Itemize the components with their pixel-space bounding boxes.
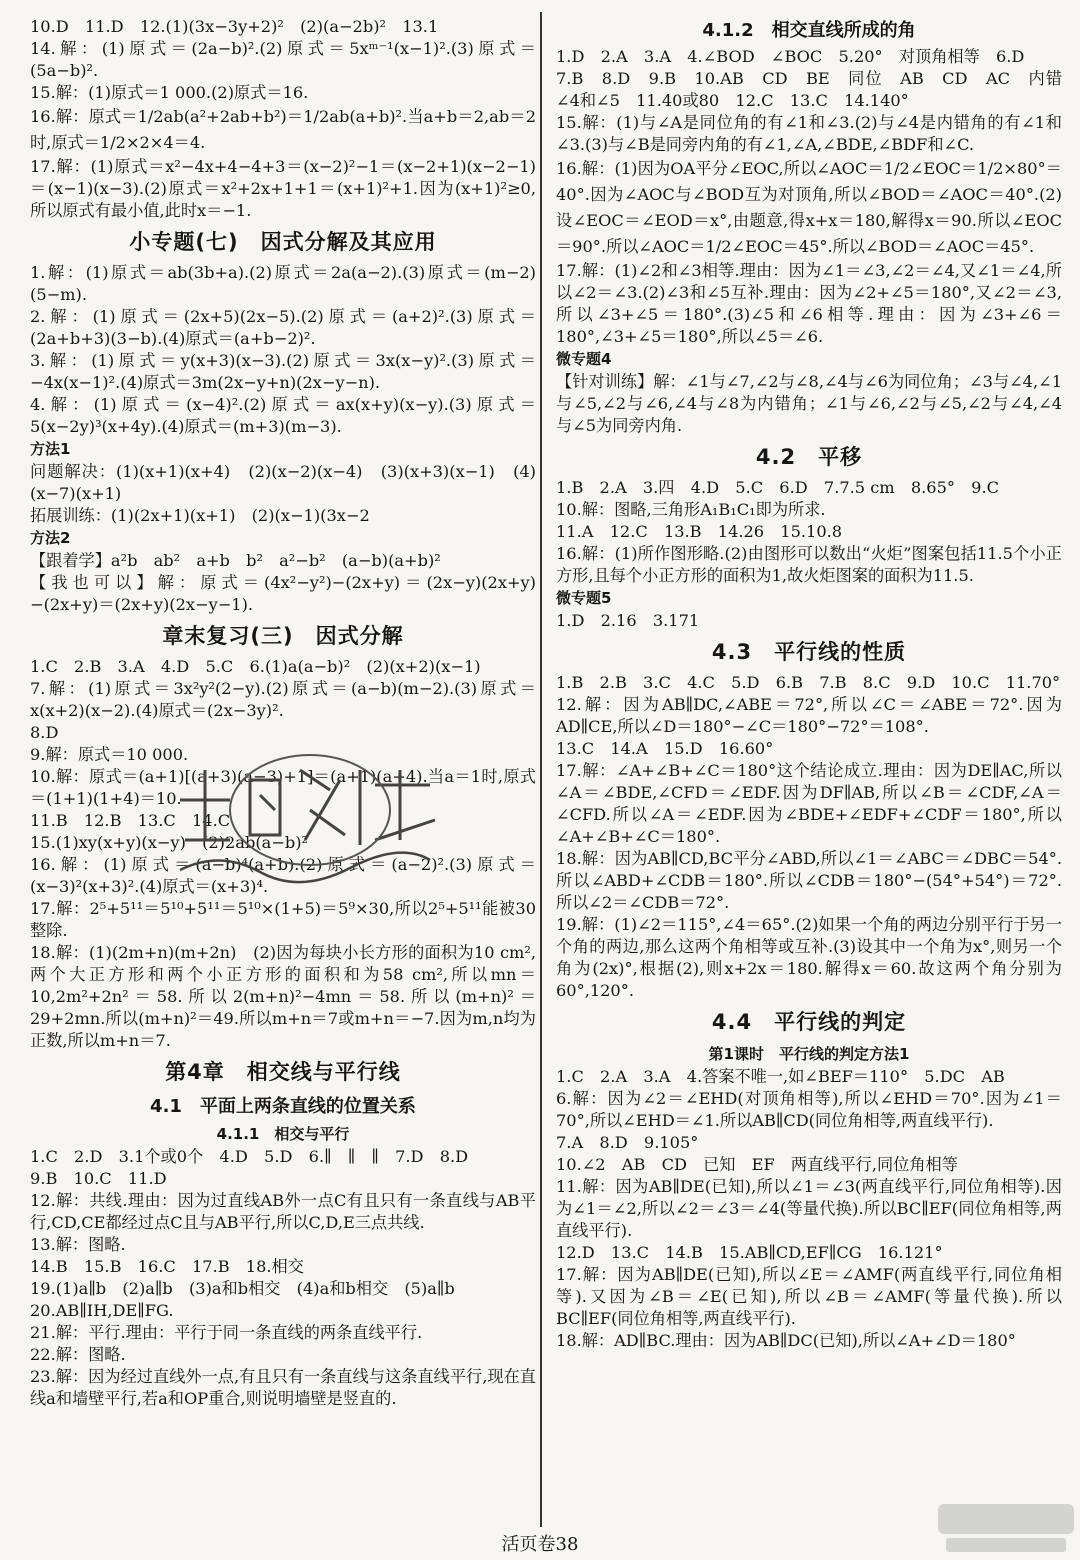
answer-paragraph: 7.解：(1)原式＝3x²y²(2−y).(2)原式＝(a−b)(m−2).(3)原式＝x(x+2)(x−2).(4)原式＝(2x−3y)². xyxy=(30,679,536,720)
answer-paragraph: 14.解：(1)原式＝(2a−b)².(2)原式＝5xᵐ⁻¹(x−1)².(3)原式＝(5a−b)². xyxy=(30,39,536,80)
left-column xyxy=(30,16,536,1410)
answer-paragraph: 3.解：(1)原式＝y(x+3)(x−3).(2)原式＝3x(x−y)².(3)原式＝−4x(x−1)².(4)原式＝3m(2x−y+n)(2x−y−n). xyxy=(30,351,536,392)
answer-paragraph: 6.解：因为∠2＝∠EHD(对顶角相等),所以∠EHD＝70°.因为∠1＝70°,所以∠EHD＝∠1.所以AB∥CD(同位角相等,两直线平行). xyxy=(556,1089,1062,1130)
answer-paragraph: 10.解：图略,三角形A₁B₁C₁即为所求. xyxy=(556,500,826,519)
answer-paragraph: 19.(1)a∥b (2)a∥b (3)a和b相交 (4)a和b相交 (5)a∥b xyxy=(30,1279,455,1298)
answer-paragraph: 1.B 2.B 3.C 4.C 5.D 6.B 7.B 8.C 9.D 10.C 11.70° xyxy=(556,673,1061,692)
answer-paragraph: 16.解：(1)因为OA平分∠EOC,所以∠AOC＝1/2∠EOC＝1/2×80°＝40°.因为∠AOC与∠BOD互为对顶角,所以∠BOD＝∠AOC＝40°.(2)设∠EOC＝∠EOD＝x°,由题意,得x+x＝180,解得x＝90.所以∠EOC＝90°.所以∠AOC＝1/2∠EOC＝45°.所以∠BOD＝∠AOC＝45°. xyxy=(556,159,1062,256)
answer-paragraph: 9.B 10.C 11.D xyxy=(30,1169,167,1188)
answer-paragraph: 1.C 2.B 3.A 4.D 5.C 6.(1)a(a−b)² (2)(x+2)(x−1) xyxy=(30,657,481,676)
answer-paragraph: 15.解：(1)与∠A是同位角的有∠1和∠3.(2)与∠4是内错角的有∠1和∠3.(3)与∠B是同旁内角的有∠1,∠A,∠BDE,∠BDF和∠C. xyxy=(556,113,1062,154)
answer-paragraph: 17.解：2⁵+5¹¹＝5¹⁰+5¹¹＝5¹⁰×(1+5)＝5⁹×30,所以2⁵+5¹¹能被30整除. xyxy=(30,899,536,940)
answer-paragraph: 1.B 2.A 3.四 4.D 5.C 6.D 7.7.5 cm 8.65° 9.C xyxy=(556,478,999,497)
answer-paragraph: 10.解：原式＝(a+1)[(a+3)(a−3)+1]＝(a+1)(a+4).当a＝1时,原式＝(1+1)(1+4)＝10. xyxy=(30,767,536,808)
answer-paragraph: 13.解：图略. xyxy=(30,1235,126,1254)
answer-paragraph: 17.解：∠A+∠B+∠C＝180°这个结论成立.理由：因为DE∥AC,所以∠A＝∠BDE,∠CFD＝∠EDF.因为DF∥AB,所以∠B＝∠CDF,∠A＝∠CFD.所以∠A＝∠EDF.因为∠BDE+∠EDF+∠CDF＝180°,所以∠A+∠B+∠C＝180°. xyxy=(556,761,1062,846)
answer-paragraph: 1.解：(1)原式＝ab(3b+a).(2)原式＝2a(a−2).(3)原式＝(m−2)(5−m). xyxy=(30,263,536,304)
answer-paragraph: 7.A 8.D 9.105° xyxy=(556,1133,699,1152)
answer-paragraph: 1.C 2.D 3.1个或0个 4.D 5.D 6.∥ ∥ ∥ 7.D 8.D xyxy=(30,1147,469,1166)
answer-paragraph: 22.解：图略. xyxy=(30,1345,126,1364)
answer-paragraph: 17.解：因为AB∥DE(已知),所以∠E＝∠AMF(两直线平行,同位角相等).又因为∠B＝∠E(已知),所以∠B＝∠AMF(等量代换).所以BC∥EF(同位角相等,两直线平行). xyxy=(556,1265,1062,1328)
answer-paragraph: 16.解：(1)原式＝(a−b)⁴(a+b).(2)原式＝(a−2)².(3)原式＝(x−3)²(x+3)².(4)原式＝(x+3)⁴. xyxy=(30,855,536,896)
answer-paragraph: 10.∠2 AB CD 已知 EF 两直线平行,同位角相等 xyxy=(556,1155,958,1174)
answer-paragraph: 17.解：(1)∠2和∠3相等.理由：因为∠1＝∠3,∠2＝∠4,又∠1＝∠4,所以∠2＝∠3.(2)∠3和∠5互补.理由：因为∠2+∠5＝180°,又∠2＝∠3,所以∠3+∠5＝180°.(3)∠5和∠6相等.理由：因为∠3+∠6＝180°,∠3+∠5＝180°,所以∠5＝∠6. xyxy=(556,261,1062,346)
answer-paragraph: 15.解：(1)原式＝1 000.(2)原式＝16. xyxy=(30,83,309,102)
topic-label: 方法1 xyxy=(30,440,71,458)
answer-paragraph: 【我也可以】解：原式＝(4x²−y²)−(2x+y)＝(2x−y)(2x+y)−(2x+y)＝(2x+y)(2x−y−1). xyxy=(30,573,536,614)
answer-paragraph: 10.D 11.D 12.(1)(3x−3y+2)² (2)(a−2b)² 13.1 xyxy=(30,17,439,36)
answer-paragraph: 9.解：原式＝10 000. xyxy=(30,745,189,764)
answer-paragraph: 4.解：(1)原式＝(x−4)².(2)原式＝ax(x+y)(x−y).(3)原式＝5(x−2y)³(x+4y).(4)原式＝(m+3)(m−3). xyxy=(30,395,536,436)
answer-paragraph: 1.C 2.A 3.A 4.答案不唯一,如∠BEF＝110° 5.DC AB xyxy=(556,1067,1005,1086)
answer-paragraph: 18.解：(1)(2m+n)(m+2n) (2)因为每块小长方形的面积为10 cm²,两个大正方形和两个小正方形的面积和为58 cm²,所以mn＝10,2m²+2n²＝58.所以2(m+n)²−4mn＝58.所以(m+n)²＝29+2mn.所以(m+n)²＝49.所以m+n＝7或m+n＝−7.因为m,n均为正数,所以m+n＝7. xyxy=(30,943,536,1050)
answer-paragraph: 拓展训练：(1)(2x+1)(x+1) (2)(x−1)(3x−2 xyxy=(30,506,370,525)
answer-paragraph: 20.AB∥IH,DE∥FG. xyxy=(30,1301,174,1320)
answer-paragraph: 16.解：(1)所作图形略.(2)由图形可以数出“火炬”图案包括11.5个小正方形,且每个小正方形的面积为1,故火炬图案的面积为11.5. xyxy=(556,544,1062,585)
answer-paragraph: 11.A 12.C 13.B 14.26 15.10.8 xyxy=(556,522,843,541)
answer-paragraph: 14.B 15.B 16.C 17.B 18.相交 xyxy=(30,1257,304,1276)
subsection-heading: 4.1 平面上两条直线的位置关系 xyxy=(150,1096,416,1117)
answer-paragraph: 12.解：因为AB∥DC,∠ABE＝72°,所以∠C＝∠ABE＝72°.因为AD∥CE,所以∠D＝180°−∠C＝180°−72°＝108°. xyxy=(556,695,1062,736)
section-heading: 4.2 平移 xyxy=(755,445,863,469)
right-column xyxy=(556,16,1079,1352)
answer-paragraph: 11.B 12.B 13.C 14.C xyxy=(30,811,231,830)
answer-paragraph: 【针对训练】解：∠1与∠7,∠2与∠8,∠4与∠6为同位角；∠3与∠4,∠1与∠5,∠2与∠6,∠4与∠8为内错角；∠1与∠6,∠2与∠5,∠2与∠4,∠4与∠5为同旁内角. xyxy=(556,372,1062,435)
answer-paragraph: 12.D 13.C 14.B 15.AB∥CD,EF∥CG 16.121° xyxy=(556,1243,943,1262)
section-heading: 章末复习(三) 因式分解 xyxy=(162,624,404,648)
section-heading: 4.3 平行线的性质 xyxy=(711,640,907,664)
answer-paragraph: 2.解：(1)原式＝(2x+5)(2x−5).(2)原式＝(a+2)².(3)原式＝(2a+b+3)(3−b).(4)原式＝(a+b−2)². xyxy=(30,307,536,348)
answer-paragraph: 12.解：共线.理由：因为过直线AB外一点C有且只有一条直线与AB平行,CD,CE都经过点C且与AB平行,所以C,D,E三点共线. xyxy=(30,1191,536,1232)
answer-paragraph: 18.解：AD∥BC.理由：因为AB∥DC(已知),所以∠A+∠D＝180° xyxy=(556,1331,1016,1350)
topic-label: 方法2 xyxy=(30,529,71,547)
answer-paragraph: 11.解：因为AB∥DE(已知),所以∠1＝∠3(两直线平行,同位角相等).因为∠1＝∠2,所以∠2＝∠3＝∠4(等量代换).所以BC∥EF(同位角相等,两直线平行). xyxy=(556,1177,1062,1240)
answer-paragraph: 1.D 2.16 3.171 xyxy=(556,611,700,630)
answer-paragraph: 8.D xyxy=(30,723,59,742)
answer-paragraph: 13.C 14.A 15.D 16.60° xyxy=(556,739,774,758)
topic-label: 微专题4 xyxy=(556,350,612,368)
topic-label: 微专题5 xyxy=(556,589,612,607)
column-divider xyxy=(540,12,542,1527)
section-heading: 4.4 平行线的判定 xyxy=(711,1010,907,1034)
answer-paragraph: 15.(1)xy(x+y)(x−y) (2)2ab(a−b)² xyxy=(30,833,309,852)
answer-paragraph: 问题解决：(1)(x+1)(x+4) (2)(x−2)(x−4) (3)(x+3)(x−1) (4)(x−7)(x+1) xyxy=(30,462,536,503)
answer-paragraph: 23.解：因为经过直线外一点,有且只有一条直线与这条直线平行,现在直线a和墙壁平行,若a和OP重合,则说明墙壁是竖直的. xyxy=(30,1367,536,1408)
answer-paragraph: 21.解：平行.理由：平行于同一条直线的两条直线平行. xyxy=(30,1323,423,1342)
answer-paragraph: 18.解：因为AB∥CD,BC平分∠ABD,所以∠1＝∠ABC＝∠DBC＝54°.所以∠ABD+∠CDB＝180°.所以∠CDB＝180°−(54°+54°)＝72°.所以∠2＝∠CDB＝72°. xyxy=(556,849,1062,912)
subsection-heading: 4.1.2 相交直线所成的角 xyxy=(702,20,916,41)
answer-paragraph: 1.D 2.A 3.A 4.∠BOD ∠BOC 5.20° 对顶角相等 6.D xyxy=(556,47,1025,66)
answer-paragraph: 19.解：(1)∠2＝115°,∠4＝65°.(2)如果一个角的两边分别平行于另一个角的两边,那么这两个角相等或互补.(3)设其中一个角为x°,则另一个角为(2x)°,根据(2),则x+2x＝180.解得x＝60.故这两个角分别为60°,120°. xyxy=(556,915,1062,1000)
page-number: 活页卷38 xyxy=(501,1534,579,1555)
section-heading: 第4章 相交线与平行线 xyxy=(165,1060,401,1084)
lesson-heading: 4.1.1 相交与平行 xyxy=(216,1125,350,1143)
answer-paragraph: 16.解：原式＝1/2ab(a²+2ab+b²)＝1/2ab(a+b)².当a+b＝2,ab＝2时,原式＝1/2×2×4＝4. xyxy=(30,107,536,152)
answer-paragraph: 17.解：(1)原式＝x²−4x+4−4+3＝(x−2)²−1＝(x−2+1)(x−2−1)＝(x−1)(x−3).(2)原式＝x²+2x+1+1＝(x+1)²+1.因为(x+1)²≥0,所以原式有最小值,此时x＝−1. xyxy=(30,157,536,220)
lesson-heading: 第1课时 平行线的判定方法1 xyxy=(708,1045,910,1063)
answer-paragraph: 7.B 8.D 9.B 10.AB CD BE 同位 AB CD AC 内错 ∠4和∠5 11.40或80 12.C 13.C 14.140° xyxy=(556,69,1079,110)
section-heading: 小专题(七) 因式分解及其应用 xyxy=(129,230,437,254)
answer-paragraph: 【跟着学】a²b ab² a+b b² a²−b² (a−b)(a+b)² xyxy=(30,551,441,570)
